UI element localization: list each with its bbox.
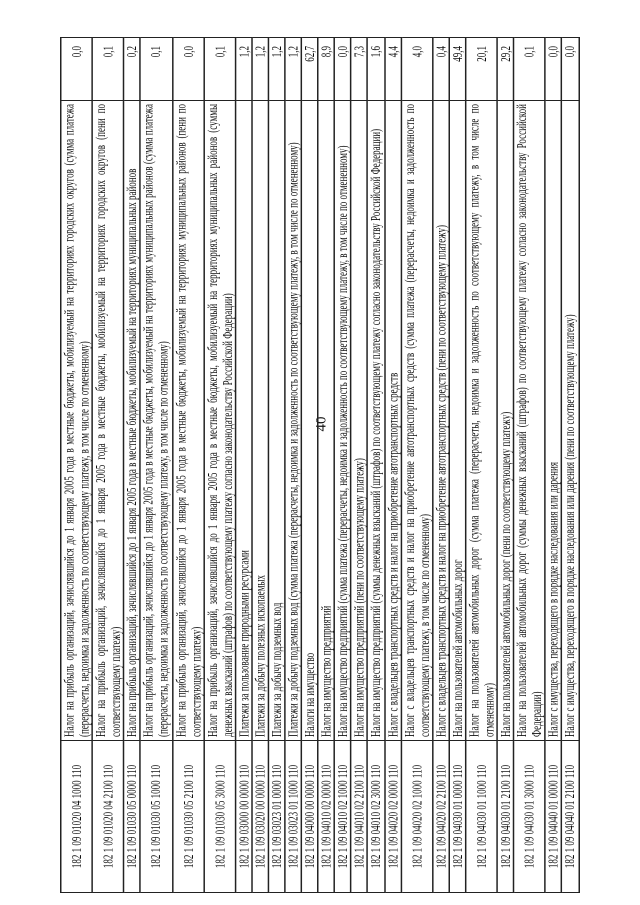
code-cell: 182 1 09 04040 01 0000 110 bbox=[545, 741, 562, 893]
code-cell: 182 1 09 01030 05 2100 110 bbox=[172, 741, 204, 893]
table-row bbox=[302, 38, 319, 893]
description-cell: Налог на пользователей автомобильных дорог bbox=[449, 101, 466, 741]
table-row bbox=[449, 38, 466, 893]
value-cell: 0,0 bbox=[172, 38, 204, 101]
code-cell: 182 1 09 04010 02 1000 110 bbox=[335, 741, 352, 893]
description-cell: Налог на пользователей автомобильных дорог (сумма платежа (перерасчеты, недоимка и задолженность по соответствующему платежу, в том числе по отмененному) bbox=[466, 101, 498, 741]
description-cell: Платежи за добычу подземных вод bbox=[268, 101, 285, 741]
table-row bbox=[514, 38, 546, 893]
table-row bbox=[285, 38, 302, 893]
code-cell: 182 1 09 01030 05 3000 110 bbox=[204, 741, 236, 893]
table-body bbox=[61, 38, 579, 893]
description-cell: Налог на пользователей автомобильных дорог (суммы денежных взысканий (штрафов) по соответствующему платежу согласно законодательству Российской Федерации) bbox=[514, 101, 546, 741]
value-cell: 1,2 bbox=[285, 38, 302, 101]
table-row bbox=[433, 38, 450, 893]
description-cell: Налог с имущества, переходящего в порядке наследования или дарения (пени по соответствующему платежу) bbox=[562, 101, 579, 741]
code-cell: 182 1 09 03023 01 0000 110 bbox=[268, 741, 285, 893]
value-cell: 0,1 bbox=[514, 38, 546, 101]
value-cell: 29,2 bbox=[497, 38, 514, 101]
table-row bbox=[235, 38, 252, 893]
description-cell: Налог на прибыль организаций, зачислявшийся до 1 января 2005 года в местные бюджеты, мобилизуемый на территориях городских округов (пени по соответствующему платежу) bbox=[92, 101, 124, 741]
value-cell: 4,4 bbox=[384, 38, 401, 101]
table-row bbox=[545, 38, 562, 893]
budget-codes-table bbox=[60, 37, 579, 893]
value-cell: 1,2 bbox=[252, 38, 269, 101]
value-cell: 1,6 bbox=[368, 38, 385, 101]
code-cell: 182 1 09 04020 02 2100 110 bbox=[433, 741, 450, 893]
description-cell: Налог на имущество предприятий bbox=[318, 101, 335, 741]
description-cell: Платежи за добычу полезных ископаемых bbox=[252, 101, 269, 741]
value-cell: 62,7 bbox=[302, 38, 319, 101]
table-row bbox=[204, 38, 236, 893]
code-cell: 182 1 09 04040 01 2100 110 bbox=[562, 741, 579, 893]
value-cell: 1,2 bbox=[235, 38, 252, 101]
code-cell: 182 1 09 03020 00 0000 110 bbox=[252, 741, 269, 893]
code-cell: 182 1 09 04000 00 0000 110 bbox=[302, 741, 319, 893]
description-cell: Налог на прибыль организаций, зачислявшийся до 1 января 2005 года в местные бюджеты, мобилизуемый на территориях муниципальных районов (сумма платежа (перерасчеты, недоимка и задолженность по соответствующему платежу, в том числе по отмененному) bbox=[141, 101, 173, 741]
table-row bbox=[61, 38, 93, 893]
table-row bbox=[335, 38, 352, 893]
table-row bbox=[384, 38, 401, 893]
description-cell: Налог на пользователей автомобильных дорог (пени по соответствующему платежу) bbox=[497, 101, 514, 741]
value-cell: 0,1 bbox=[204, 38, 236, 101]
table-row bbox=[141, 38, 173, 893]
code-cell: 182 1 09 01020 04 1000 110 bbox=[61, 741, 93, 893]
value-cell: 0,0 bbox=[335, 38, 352, 101]
value-cell: 0,2 bbox=[124, 38, 141, 101]
code-cell: 182 1 09 01030 05 0000 110 bbox=[124, 741, 141, 893]
table-row bbox=[351, 38, 368, 893]
table-row bbox=[401, 38, 433, 893]
table-row bbox=[368, 38, 385, 893]
table-row bbox=[562, 38, 579, 893]
value-cell: 0,1 bbox=[92, 38, 124, 101]
value-cell: 1,2 bbox=[268, 38, 285, 101]
rotated-table-container bbox=[60, 38, 640, 893]
code-cell: 182 1 09 04020 02 0000 110 bbox=[384, 741, 401, 893]
description-cell: Налог с владельцев транспортных средств и налог на приобретение автотранспортных средств (сумма платежа (перерасчеты, недоимка и задолженность по соответствующему платежу, в том числе по отмененному) bbox=[401, 101, 433, 741]
table-row bbox=[92, 38, 124, 893]
description-cell: Налог с имущества, переходящего в порядке наследования или дарения bbox=[545, 101, 562, 741]
description-cell: Налог с владельцев транспортных средств и налог на приобретение автотранспортных средств (пени по соответствующему платежу) bbox=[433, 101, 450, 741]
description-cell: Налог на прибыль организаций, зачислявшийся до 1 января 2005 года в местные бюджеты, мобилизуемый на территориях муниципальных районов bbox=[124, 101, 141, 741]
description-cell: Налог на имущество предприятий (пени по соответствующему платежу) bbox=[351, 101, 368, 741]
code-cell: 182 1 09 04030 01 0000 110 bbox=[449, 741, 466, 893]
value-cell: 0,0 bbox=[61, 38, 93, 101]
description-cell: Налог с владельцев транспортных средств и налог на приобретение автотранспортных средств bbox=[384, 101, 401, 741]
value-cell: 0,0 bbox=[562, 38, 579, 101]
code-cell: 182 1 09 04020 02 1000 110 bbox=[401, 741, 433, 893]
value-cell: 0,1 bbox=[141, 38, 173, 101]
code-cell: 182 1 09 04030 01 2100 110 bbox=[497, 741, 514, 893]
table-row bbox=[172, 38, 204, 893]
page-number: 40 bbox=[313, 416, 330, 432]
code-cell: 182 1 09 03023 01 1000 110 bbox=[285, 741, 302, 893]
description-cell: Налоги на имущество bbox=[302, 101, 319, 741]
value-cell: 20,1 bbox=[466, 38, 498, 101]
table-row bbox=[124, 38, 141, 893]
value-cell: 0,4 bbox=[433, 38, 450, 101]
code-cell: 182 1 09 01030 05 1000 110 bbox=[141, 741, 173, 893]
description-cell: Налог на прибыль организаций, зачислявшийся до 1 января 2005 года в местные бюджеты, мобилизуемый на территориях муниципальных районов (пени по соответствующему платежу) bbox=[172, 101, 204, 741]
code-cell: 182 1 09 04010 02 3000 110 bbox=[368, 741, 385, 893]
code-cell: 182 1 09 04030 01 3000 110 bbox=[514, 741, 546, 893]
code-cell: 182 1 09 04010 02 0000 110 bbox=[318, 741, 335, 893]
value-cell: 49,4 bbox=[449, 38, 466, 101]
table-row bbox=[497, 38, 514, 893]
code-cell: 182 1 09 03000 00 0000 110 bbox=[235, 741, 252, 893]
description-cell: Платежи за добычу подземных вод (сумма платежа (перерасчеты, недоимка и задолженность по соответствующему платежу, в том числе по отмененному) bbox=[285, 101, 302, 741]
code-cell: 182 1 09 04010 02 2100 110 bbox=[351, 741, 368, 893]
value-cell: 0,0 bbox=[545, 38, 562, 101]
description-cell: Налог на имущество предприятий (суммы денежных взысканий (штрафов) по соответствующему платежу согласно законодательству Российской Федерации) bbox=[368, 101, 385, 741]
table-row bbox=[318, 38, 335, 893]
description-cell: Налог на имущество предприятий (сумма платежа (перерасчеты, недоимка и задолженность по соответствующему платежу, в том числе по отмененному) bbox=[335, 101, 352, 741]
description-cell: Налог на прибыль организаций, зачислявшийся до 1 января 2005 года в местные бюджеты, мобилизуемый на территориях муниципальных районов (суммы денежных взысканий (штрафов) по соответствующему платежу согласно законодательству Российской Федерации) bbox=[204, 101, 236, 741]
code-cell: 182 1 09 01020 04 2100 110 bbox=[92, 741, 124, 893]
value-cell: 7,3 bbox=[351, 38, 368, 101]
table-row bbox=[466, 38, 498, 893]
table-row bbox=[252, 38, 269, 893]
value-cell: 4,0 bbox=[401, 38, 433, 101]
value-cell: 8,9 bbox=[318, 38, 335, 101]
table-row bbox=[268, 38, 285, 893]
description-cell: Платежи за пользование природными ресурсами bbox=[235, 101, 252, 741]
description-cell: Налог на прибыль организаций, зачислявшийся до 1 января 2005 года в местные бюджеты, мобилизуемый на территориях городских округов (сумма платежа (перерасчеты, недоимка и задолженность по соответствующему платежу, в том числе по отмененному) bbox=[61, 101, 93, 741]
code-cell: 182 1 09 04030 01 1000 110 bbox=[466, 741, 498, 893]
